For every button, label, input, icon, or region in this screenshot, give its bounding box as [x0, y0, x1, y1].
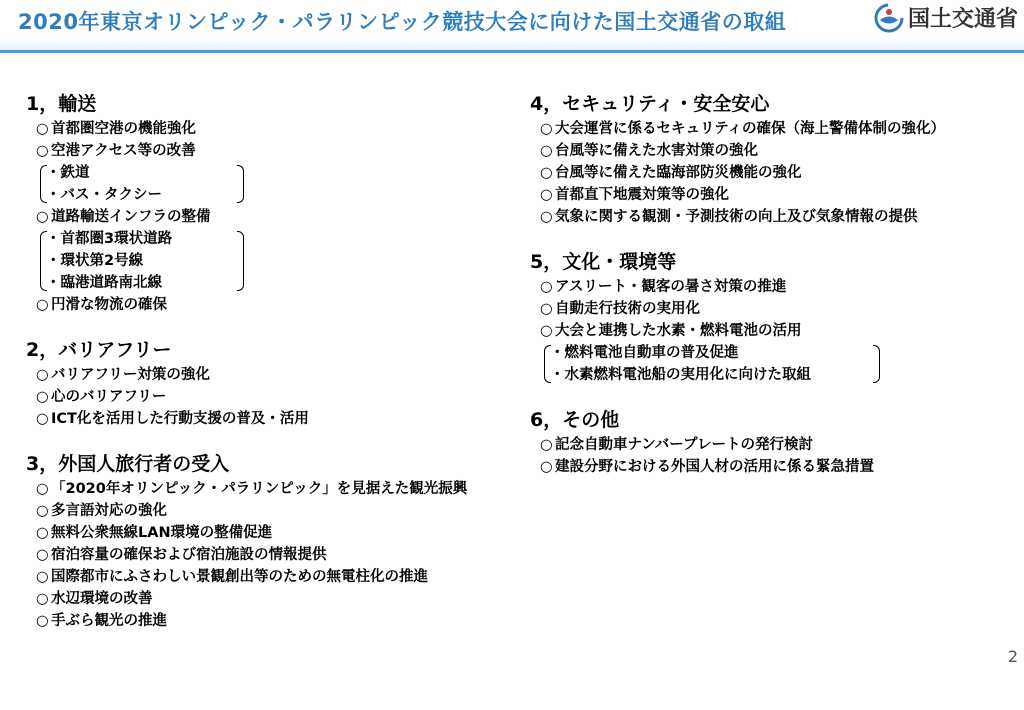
list-item-text: 記念自動車ナンバープレートの発行検討 [555, 437, 813, 453]
list-item [26, 408, 516, 430]
circle-bullet-icon: ○ [540, 437, 553, 453]
list-item [530, 298, 1024, 320]
list-item-text: 大会運営に係るセキュリティの確保（海上警備体制の強化） [555, 121, 946, 137]
list-item-text: アスリート・観客の暑さ対策の推進 [555, 279, 787, 295]
circle-bullet-icon: ○ [36, 613, 49, 629]
list-item [26, 294, 516, 316]
circle-bullet-icon: ○ [540, 165, 553, 181]
circle-bullet-icon: ○ [540, 323, 553, 339]
list-item-text: 首都圏空港の機能強化 [51, 121, 196, 137]
bracket-right-icon [237, 231, 244, 291]
list-item [26, 140, 516, 162]
sub-list-item: ・燃料電池自動車の普及促進 [550, 345, 739, 361]
list-item [26, 118, 516, 140]
list-item-text: 台風等に備えた水害対策の強化 [555, 143, 758, 159]
section-title: 4，セキュリティ・安全安心 [530, 93, 770, 115]
list-item-text: 自動走行技術の実用化 [555, 301, 700, 317]
list-item-text: 建設分野における外国人材の活用に係る緊急措置 [555, 459, 874, 475]
section-title: 6，その他 [530, 409, 620, 431]
circle-bullet-icon: ○ [36, 547, 49, 563]
list-item [26, 500, 516, 522]
list-item-text: 心のバリアフリー [51, 389, 167, 405]
circle-bullet-icon: ○ [36, 591, 49, 607]
page-number: 2 [1007, 647, 1018, 666]
circle-bullet-icon: ○ [540, 301, 553, 317]
org-name: 国土交通省 [907, 7, 1018, 32]
list-item [530, 434, 1024, 456]
sub-list [40, 162, 244, 206]
circle-bullet-icon: ○ [36, 481, 49, 497]
sub-list-item: ・水素燃料電池船の実用化に向けた取組 [550, 367, 811, 383]
org-logo [874, 2, 1018, 33]
list-item [26, 610, 516, 632]
list-item-text: ICT化を活用した行動支援の普及・活用 [51, 411, 309, 427]
list-item [530, 276, 1024, 298]
bracket-right-icon [873, 345, 880, 383]
bracket-right-icon [237, 165, 244, 203]
list-item-text: 無料公衆無線LAN環境の整備促進 [51, 525, 273, 541]
circle-bullet-icon: ○ [36, 143, 49, 159]
list-item [26, 544, 516, 566]
slide-title: 2020年東京オリンピック・パラリンピック競技大会に向けた国土交通省の取組 [18, 10, 787, 34]
list-item [26, 364, 516, 386]
list-item [530, 162, 1024, 184]
sub-list-item: ・臨港道路南北線 [46, 275, 162, 291]
list-item [26, 386, 516, 408]
circle-bullet-icon: ○ [36, 503, 49, 519]
circle-bullet-icon: ○ [36, 209, 49, 225]
list-item [26, 206, 516, 228]
section-6 [530, 408, 1024, 478]
bracket-left-icon [544, 345, 551, 383]
list-item-text: バリアフリー対策の強化 [51, 367, 210, 383]
list-item [530, 118, 1024, 140]
list-item-text: 台風等に備えた臨海部防災機能の強化 [555, 165, 802, 181]
header-divider [0, 50, 1024, 53]
list-item [530, 206, 1024, 228]
sub-list [544, 342, 880, 386]
section-title: 3，外国人旅行者の受入 [26, 453, 230, 475]
list-item [530, 140, 1024, 162]
bracket-left-icon [40, 231, 47, 291]
circle-bullet-icon: ○ [36, 411, 49, 427]
circle-bullet-icon: ○ [540, 279, 553, 295]
section-1 [26, 92, 516, 316]
list-item [530, 456, 1024, 478]
sub-list-item: ・鉄道 [46, 165, 90, 181]
section-title: 5，文化・環境等 [530, 251, 677, 273]
sub-list-item: ・バス・タクシー [46, 187, 162, 203]
mlit-logo-icon [874, 3, 904, 33]
sub-list [40, 228, 244, 294]
list-item-text: 首都直下地震対策等の強化 [555, 187, 729, 203]
section-4 [530, 92, 1024, 228]
list-item-text: 手ぶら観光の推進 [51, 613, 167, 629]
circle-bullet-icon: ○ [540, 187, 553, 203]
list-item-text: 国際都市にふさわしい景観創出等のための無電柱化の推進 [51, 569, 428, 585]
header-gradient [0, 38, 1024, 50]
circle-bullet-icon: ○ [36, 367, 49, 383]
list-item [26, 522, 516, 544]
list-item [26, 588, 516, 610]
list-item-text: 「2020年オリンピック・パラリンピック」を見据えた観光振興 [51, 481, 468, 497]
list-item-text: 空港アクセス等の改善 [51, 143, 196, 159]
circle-bullet-icon: ○ [36, 569, 49, 585]
list-item [26, 566, 516, 588]
right-column [530, 92, 1024, 500]
bracket-left-icon [40, 165, 47, 203]
section-2 [26, 338, 516, 430]
list-item [530, 184, 1024, 206]
section-3 [26, 452, 516, 632]
list-item [530, 320, 1024, 342]
list-item-text: 水辺環境の改善 [51, 591, 153, 607]
list-item-text: 大会と連携した水素・燃料電池の活用 [555, 323, 802, 339]
circle-bullet-icon: ○ [540, 209, 553, 225]
circle-bullet-icon: ○ [36, 297, 49, 313]
list-item-text: 気象に関する観測・予測技術の向上及び気象情報の提供 [555, 209, 918, 225]
circle-bullet-icon: ○ [540, 459, 553, 475]
list-item [26, 478, 516, 500]
section-title: 2，バリアフリー [26, 339, 172, 361]
list-item-text: 多言語対応の強化 [51, 503, 167, 519]
circle-bullet-icon: ○ [36, 389, 49, 405]
circle-bullet-icon: ○ [540, 143, 553, 159]
sub-list-item: ・環状第2号線 [46, 253, 144, 269]
circle-bullet-icon: ○ [36, 525, 49, 541]
list-item-text: 道路輸送インフラの整備 [51, 209, 211, 225]
section-5 [530, 250, 1024, 386]
list-item-text: 円滑な物流の確保 [51, 297, 167, 313]
section-title: 1，輸送 [26, 93, 97, 115]
left-column [26, 92, 516, 654]
sub-list-item: ・首都圏3環状道路 [46, 231, 173, 247]
circle-bullet-icon: ○ [540, 121, 553, 137]
list-item-text: 宿泊容量の確保および宿泊施設の情報提供 [51, 547, 327, 563]
circle-bullet-icon: ○ [36, 121, 49, 137]
